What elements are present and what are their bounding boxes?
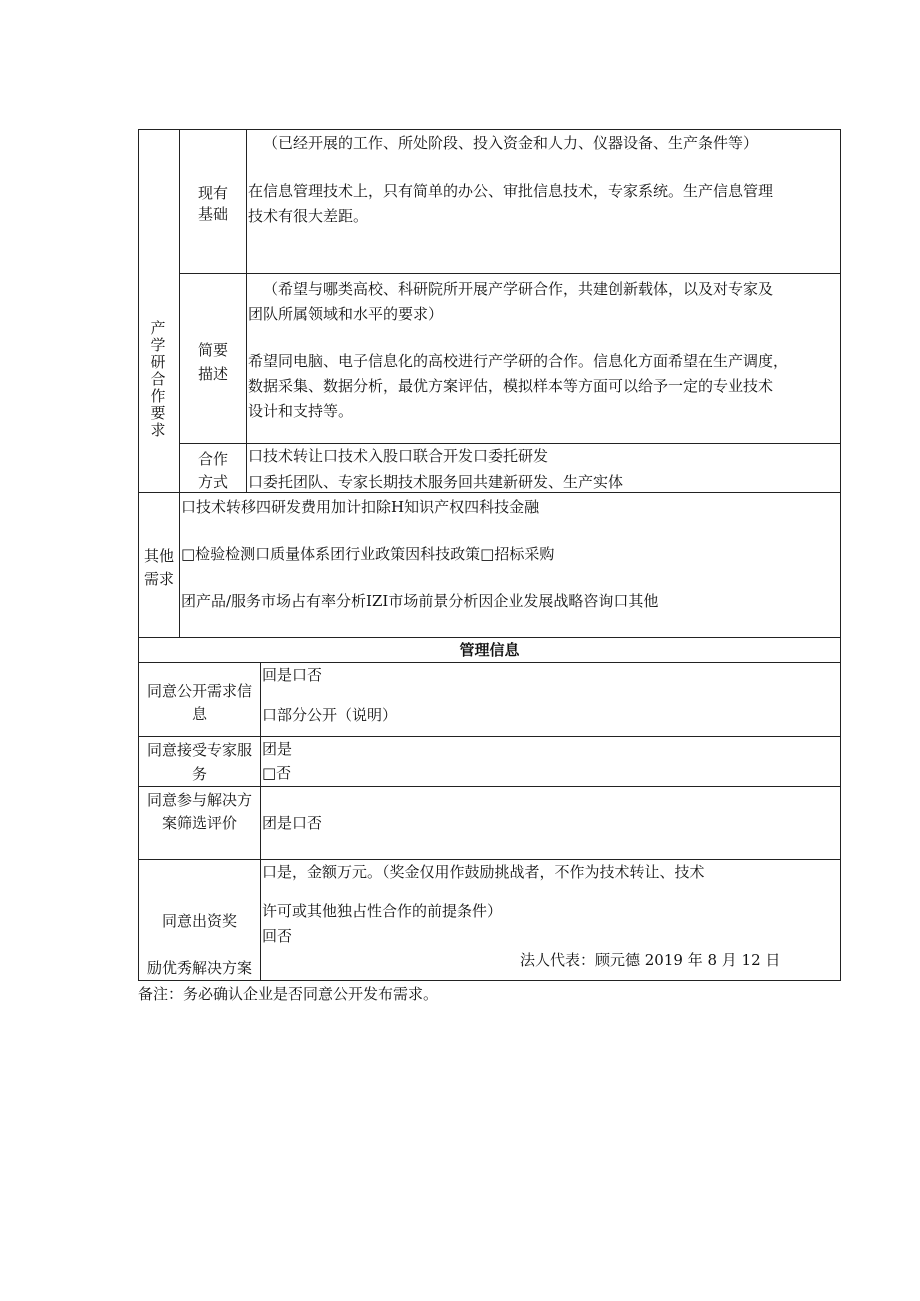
- public-info-option-yes-no[interactable]: 回是口否: [262, 666, 323, 684]
- management-header: 管理信息: [459, 641, 520, 659]
- brief-description-content-3: 设计和支持等。: [248, 402, 354, 420]
- border-right: [840, 129, 841, 981]
- current-basis-label-2: 基础: [197, 205, 228, 223]
- brief-description-hint-2: 团队所属领域和水平的要求）: [248, 305, 444, 323]
- reward-label-2: 励优秀解决方案: [146, 959, 252, 977]
- brief-description-label-1: 简要: [197, 341, 228, 359]
- cooperation-mode-label-1: 合作: [197, 450, 228, 468]
- other-needs-label-1: 其他: [143, 547, 174, 565]
- evaluation-label-2: 案筛选评价: [161, 814, 237, 832]
- row-line-mode: [138, 492, 841, 493]
- public-info-option-partial[interactable]: 口部分公开（说明）: [262, 706, 398, 724]
- reward-option-no[interactable]: 回否: [262, 927, 293, 945]
- reward-label-1: 同意出资奖: [161, 912, 237, 930]
- current-basis-hint: （已经开展的工作、所处阶段、投入资金和人力、仪器设备、生产条件等）: [263, 134, 759, 152]
- brief-description-hint-1: （希望与哪类高校、科研院所开展产学研合作，共建创新载体，以及对专家及: [263, 280, 774, 298]
- row-line-brief: [179, 443, 841, 444]
- divider-col2: [246, 129, 247, 493]
- evaluation-option[interactable]: 团是口否: [262, 814, 323, 832]
- brief-description-content-2: 数据采集、数据分析，最优方案评估，模拟样本等方面可以给予一定的专业技术: [248, 377, 774, 395]
- evaluation-label-1: 同意参与解决方: [146, 791, 252, 809]
- legal-representative-signature: 法人代表：顾元德 2019 年 8 月 12 日: [520, 951, 781, 969]
- expert-service-label-2: 务: [191, 765, 207, 783]
- brief-description-label-2: 描述: [197, 365, 228, 383]
- cooperation-mode-label-2: 方式: [197, 473, 228, 491]
- row-line-public: [138, 736, 841, 737]
- divider-mgmt: [260, 662, 261, 981]
- brief-description-content-1: 希望同电脑、电子信息化的高校进行产学研的合作。信息化方面希望在生产调度，: [248, 352, 789, 370]
- expert-service-label-1: 同意接受专家服: [146, 741, 252, 759]
- current-basis-label-1: 现有: [197, 184, 228, 202]
- public-info-label-1: 同意公开需求信: [146, 682, 252, 700]
- expert-service-option-no[interactable]: □否: [262, 764, 292, 782]
- other-needs-label-2: 需求: [143, 570, 174, 588]
- expert-service-option-yes[interactable]: 团是: [262, 740, 293, 758]
- reward-option-line-2: 许可或其他独占性合作的前提条件）: [262, 902, 503, 920]
- current-basis-content-2: 技术有很大差距。: [248, 207, 369, 225]
- cooperation-mode-options-2[interactable]: 口委托团队、专家长期技术服务回共建新研发、生产实体: [248, 473, 624, 491]
- footnote: 备注：务必确认企业是否同意公开发布需求。: [138, 985, 439, 1003]
- other-needs-line-2[interactable]: □检验检测口质量体系团行业政策因科技政策□招标采购: [181, 545, 555, 563]
- other-needs-line-1[interactable]: 口技术转移四研发费用加计扣除H知识产权四科技金融: [181, 498, 540, 516]
- row-line-basis: [179, 273, 841, 274]
- border-bottom: [138, 980, 841, 981]
- row-line-eval: [138, 859, 841, 860]
- public-info-label-2: 息: [191, 705, 207, 723]
- row-line-expert: [138, 786, 841, 787]
- other-needs-line-3[interactable]: 团产品/服务市场占有率分析IZI市场前景分析因企业发展战略咨询口其他: [181, 592, 659, 610]
- row-line-other: [138, 637, 841, 638]
- border-top: [138, 129, 841, 130]
- cooperation-requirements-label: 产学研合作要求: [150, 319, 166, 439]
- cooperation-mode-options-1[interactable]: 口技术转让口技术入股口联合开发口委托研发: [248, 447, 549, 465]
- current-basis-content-1: 在信息管理技术上，只有简单的办公、审批信息技术，专家系统。生产信息管理: [248, 182, 774, 200]
- reward-option-line-1[interactable]: 口是，金额万元。（奖金仅用作鼓励挑战者，不作为技术转让、技术: [262, 863, 705, 881]
- row-line-header: [138, 662, 841, 663]
